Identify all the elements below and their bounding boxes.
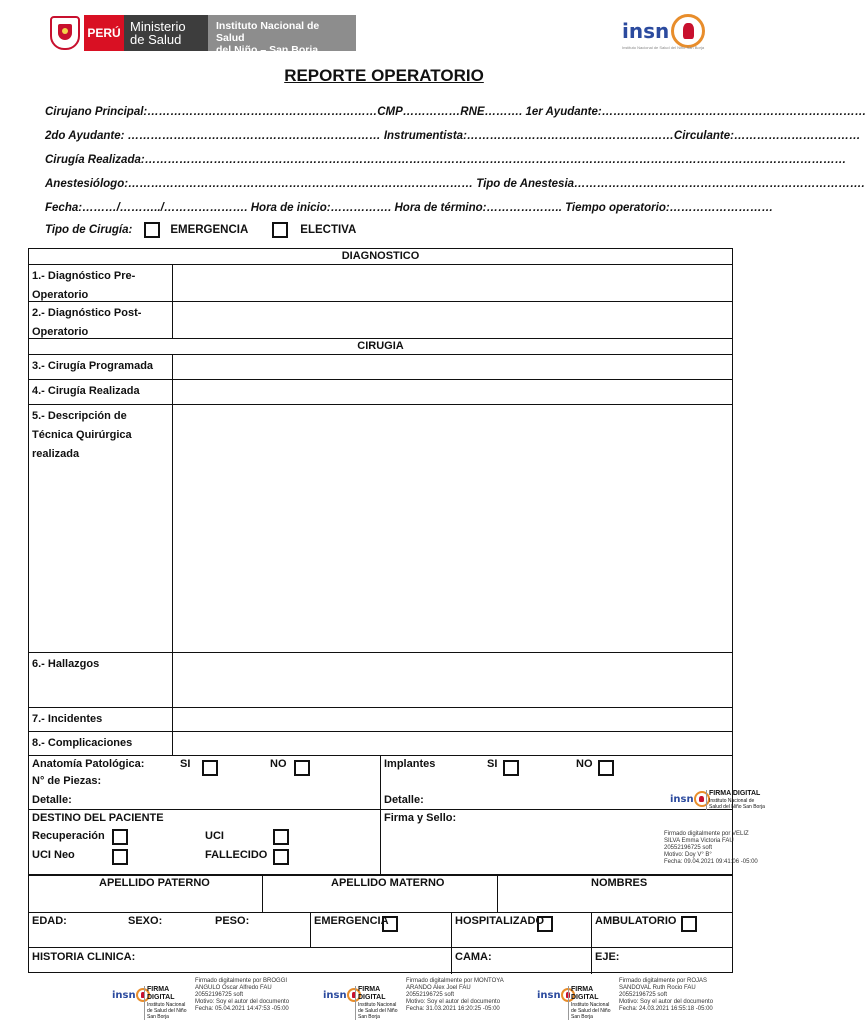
diagnostico-header: DIAGNOSTICO <box>29 249 732 265</box>
divider <box>262 876 263 912</box>
insn-child-icon <box>671 14 705 48</box>
signature-2-logo: insn <box>323 988 361 1002</box>
field-line-ayudante: 2do Ayudante: ………………………………………………………… Instrumentista:………………………………………………Circulante:…………………………… <box>45 130 861 142</box>
electiva-checkbox[interactable] <box>272 222 288 238</box>
cama-label: CAMA: <box>455 951 492 963</box>
edad-label: EDAD: <box>32 915 67 927</box>
row-dx-post: 2.- Diagnóstico Post-Operatorio <box>29 302 732 339</box>
row-dx-pre: 1.- Diagnóstico Pre-Operatorio <box>29 265 732 302</box>
cirugia-header: CIRUGIA <box>29 339 732 355</box>
apellido-materno-label: APELLIDO MATERNO <box>331 877 445 889</box>
emergencia-checkbox[interactable] <box>144 222 160 238</box>
signature-3-text: Firmado digitalmente por ROJAS SANDOVAL Ruth Rocio FAU 20552196725 soft Motivo: Soy el autor del documento Fecha: 24.03.2021 16:55:18 -05:00 <box>619 978 714 1012</box>
instituto-label: Instituto Nacional de Salud del Niño – San Borja <box>208 15 356 51</box>
ambulatorio-checkbox[interactable] <box>681 916 697 932</box>
signature-1-logo: insn <box>112 988 150 1002</box>
implantes-label: Implantes <box>384 758 436 770</box>
fallecido-label: FALLECIDO <box>205 849 268 861</box>
divider <box>380 756 381 876</box>
peru-label: PERÚ <box>84 15 124 51</box>
signature-right-badge: FIRMA DIGITAL Instituto Nacional de Salud del Niño San Borja <box>706 790 768 810</box>
hospitalizado-label: HOSPITALIZADO <box>455 915 545 927</box>
peso-label: PESO: <box>215 915 250 927</box>
signature-2-badge: FIRMA DIGITAL Instituto Nacional de Salud del Niño San Borja <box>355 986 403 1020</box>
uci-checkbox[interactable] <box>273 829 289 845</box>
field-line-fecha: Fecha:………/………../…………………. Hora de inicio:……………. Hora de término:……………….. Tiempo operatorio:……………………… <box>45 202 774 214</box>
uci-label: UCI <box>205 830 224 842</box>
page-title: REPORTE OPERATORIO <box>284 66 484 85</box>
anatomia-si-checkbox[interactable] <box>202 760 218 776</box>
divider <box>497 876 498 912</box>
report-table <box>28 248 733 875</box>
signature-right-text: Firmado digitalmente por VELIZ SILVA Emma Victoria FAU 20552196725 soft Motivo: Doy V° B° Fecha: 09.04.2021 09:41:06 -05:00 <box>664 831 758 865</box>
nombres-label: NOMBRES <box>591 877 648 889</box>
hospitalizado-checkbox[interactable] <box>537 916 553 932</box>
signature-3-logo: insn <box>537 988 575 1002</box>
signature-1-text: Firmado digitalmente por BROGGI ANGULO Oscar Alfredo FAU 20552196725 soft Motivo: Soy el autor del documento Fecha: 05.04.2021 14:47:53 -05:00 <box>195 978 290 1012</box>
field-line-cirujano: Cirujano Principal:……………………………………………………CMP……………RNE………. 1er Ayudante:…………………………………………………………… <box>45 106 866 118</box>
row-hallazgos: 6.- Hallazgos <box>29 653 732 708</box>
divider <box>29 947 732 948</box>
implantes-no-label: NO <box>576 758 593 770</box>
piezas-label: N° de Piezas: <box>32 775 102 787</box>
apellido-paterno-label: APELLIDO PATERNO <box>99 877 210 889</box>
implantes-si-label: SI <box>487 758 498 770</box>
implantes-no-checkbox[interactable] <box>598 760 614 776</box>
anatomia-detalle-label: Detalle: <box>32 794 72 806</box>
signature-1-badge: FIRMA DIGITAL Instituto Nacional de Salud del Niño San Borja <box>144 986 192 1020</box>
divider <box>310 912 311 947</box>
divider <box>451 912 452 974</box>
peru-coat-of-arms-icon <box>50 16 80 50</box>
fallecido-checkbox[interactable] <box>273 849 289 865</box>
signature-right-logo: insn <box>670 791 710 807</box>
field-line-anestesiologo: Anestesiólogo:……………………………………………………………………………… Tipo de Anestesia…………………………………………………………………. <box>45 178 865 190</box>
ambulatorio-label: AMBULATORIO <box>595 915 677 927</box>
divider <box>591 912 592 974</box>
insn-logo-tagline: Instituto Nacional de Salud del Niño San Borja <box>622 45 705 50</box>
recuperacion-checkbox[interactable] <box>112 829 128 845</box>
row-cirugia-programada: 3.- Cirugía Programada <box>29 355 732 380</box>
row-complicaciones: 8.- Complicaciones <box>29 732 732 756</box>
implantes-detalle-label: Detalle: <box>384 794 424 806</box>
emergencia-patient-checkbox[interactable] <box>382 916 398 932</box>
eje-label: EJE: <box>595 951 620 963</box>
historia-clinica-label: HISTORIA CLINICA: <box>32 951 136 963</box>
signature-2-text: Firmado digitalmente por MONTOYA ARANDO Alex Joel FAU 20552196725 soft Motivo: Soy el autor del documento Fecha: 31.03.2021 16:20:25 -05:00 <box>406 978 504 1012</box>
anatomia-no-checkbox[interactable] <box>294 760 310 776</box>
emergencia-label: EMERGENCIA <box>314 915 389 927</box>
row-descripcion-tecnica: 5.- Descripción de Técnica Quirúrgica realizada <box>29 405 732 653</box>
row-cirugia-realizada: 4.- Cirugía Realizada <box>29 380 732 405</box>
anatomia-no-label: NO <box>270 758 287 770</box>
field-line-cirugia: Cirugía Realizada:………………………………………………………………………………………………………………………………………………………………… <box>45 154 847 166</box>
divider <box>29 809 732 810</box>
anatomia-label: Anatomía Patológica: <box>32 758 145 770</box>
uci-neo-checkbox[interactable] <box>112 849 128 865</box>
ministerio-label: Ministerio de Salud <box>124 15 208 51</box>
tipo-cirugia: Tipo de Cirugía: EMERGENCIA ELECTIVA <box>45 224 357 236</box>
destino-label: DESTINO DEL PACIENTE <box>32 812 164 824</box>
divider <box>29 912 732 913</box>
recuperacion-label: Recuperación <box>32 830 105 842</box>
anatomia-si-label: SI <box>180 758 191 770</box>
minsa-header-logo <box>50 14 356 56</box>
implantes-si-checkbox[interactable] <box>503 760 519 776</box>
signature-3-badge: FIRMA DIGITAL Instituto Nacional de Salud del Niño San Borja <box>568 986 616 1020</box>
patient-table <box>28 875 733 973</box>
firma-sello-label: Firma y Sello: <box>384 812 457 824</box>
uci-neo-label: UCI Neo <box>32 849 75 861</box>
row-incidentes: 7.- Incidentes <box>29 708 732 732</box>
insn-logo: insn <box>622 14 705 48</box>
sexo-label: SEXO: <box>128 915 163 927</box>
